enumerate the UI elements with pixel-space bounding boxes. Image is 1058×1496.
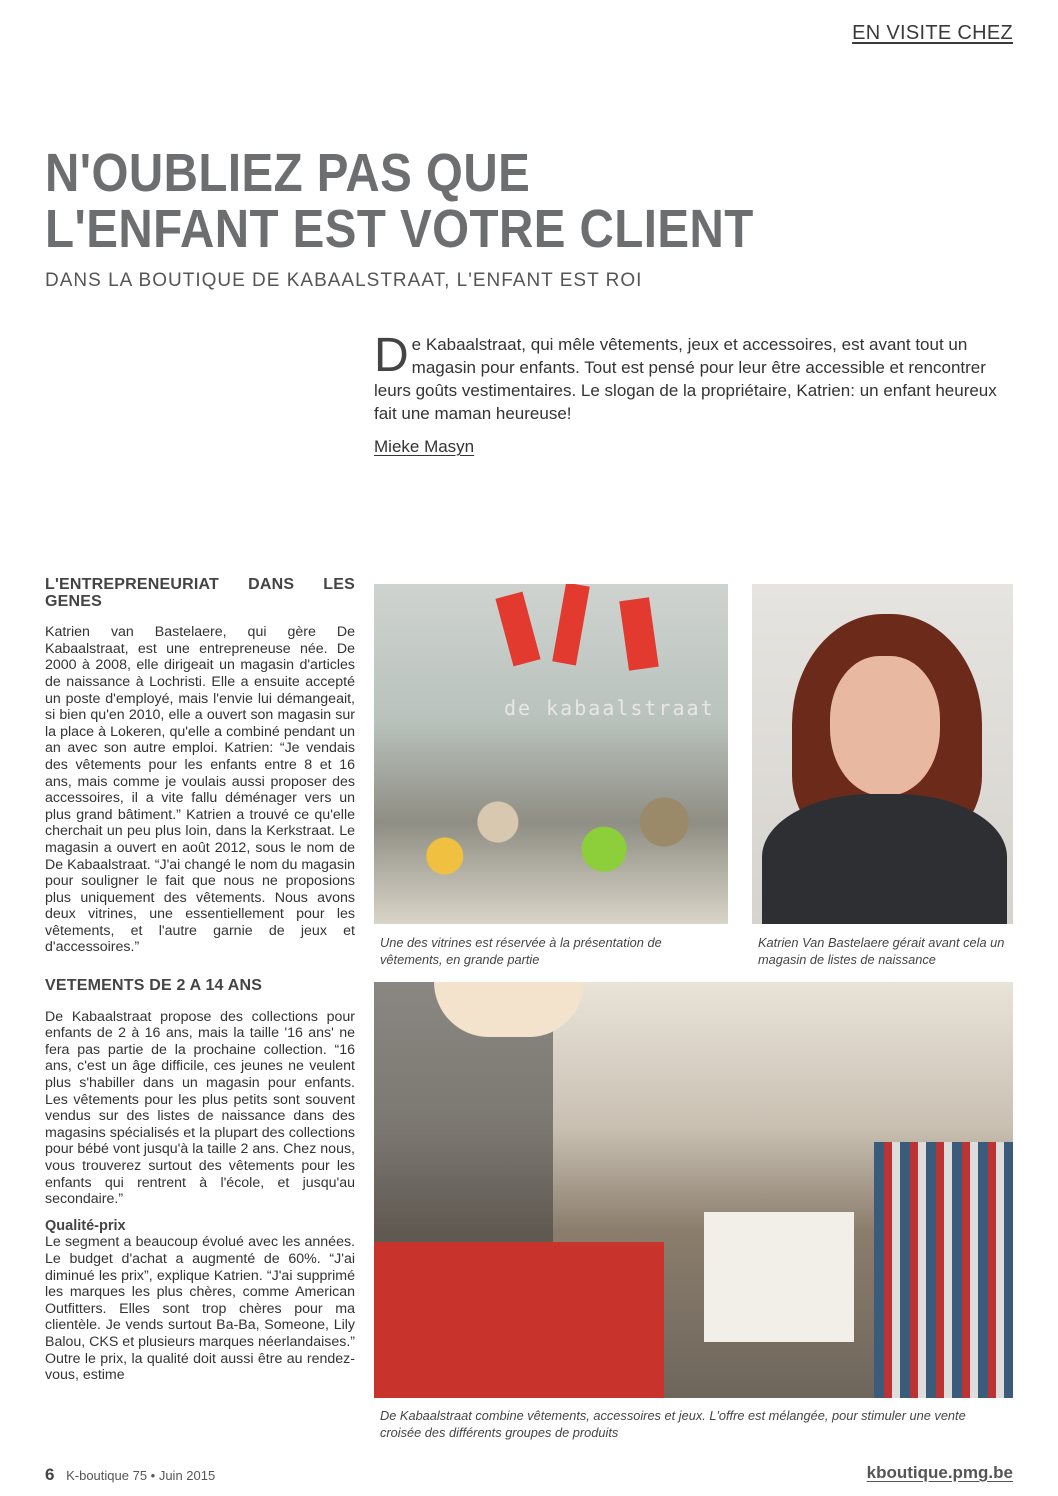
subheading-quality-price: Qualité-prix: [45, 1217, 126, 1234]
display-table: [374, 1242, 664, 1398]
red-figure-decoration: [619, 597, 658, 670]
section-heading-2: VETEMENTS DE 2 A 14 ANS: [45, 977, 263, 995]
ceiling-lamp: [434, 982, 584, 1037]
red-figure-decoration: [552, 584, 590, 665]
footer-website-link[interactable]: kboutique.pmg.be: [866, 1463, 1013, 1482]
intro-text: e Kabaalstraat, qui mêle vêtements, jeux et accessoires, est avant tout un magasin pour enfants. Tout est pensé pour leur être accessible et rencontrer leurs goûts vestimentaires. Le slogan de la propriétaire, Katrien: un enfant heureux fait une maman heureuse!: [374, 335, 997, 423]
issue-label: K-boutique 75 • Juin 2015: [66, 1468, 216, 1483]
portrait-face: [830, 656, 940, 796]
article-body: [45, 577, 355, 1384]
title-line-1: N'OUBLIEZ PAS QUE: [45, 143, 531, 203]
portrait-clothing: [762, 794, 1007, 924]
caption-portrait: Katrien Van Bastelaere gérait avant cela un magasin de listes de naissance: [758, 935, 1005, 967]
body-paragraph-2: De Kabaalstraat propose des collections pour enfants de 2 à 16 ans, mais la taille '16 ans' ne fera pas partie de la prochaine collection. “16 ans, c'est un âge difficile, ces jeunes ne veulent plus s'habiller dans un magasin pour enfants. Les vêtements pour les plus petits sont souvent vendus sur des listes de naissance dans des magasins spécialisés et la plupart des collections pour bébé vont jusqu'à la taille 2 ans. Chez nous, vous trouverez surtout des vêtements pour les enfants qui rentrent à l'école, et jusqu'au secondaire.”: [45, 1008, 355, 1208]
author-byline: Mieke Masyn: [374, 437, 475, 456]
caption-window: Une des vitrines est réservée à la présentation de vêtements, en grande partie: [380, 935, 662, 967]
caption-shop: De Kabaalstraat combine vêtements, accessoires et jeux. L'offre est mélangée, pour stimuler une vente croisée des différents groupes de produits: [380, 1408, 966, 1440]
shop-window-photo: [374, 584, 728, 924]
subtitle: DANS LA BOUTIQUE DE KABAALSTRAAT, L'ENFANT EST ROI: [45, 270, 643, 291]
drop-cap: D: [374, 329, 409, 382]
body-paragraph-3: Le segment a beaucoup évolué avec les années. Le budget d'achat a augmenté de 60%. “J'ai diminué les prix”, explique Katrien. “J'ai supprimé les marques les plus chères, comme American Outfitters. Elles sont trop chères pour ma clientèle. Je vends surtout Ba-Ba, Someone, Lily Balou, CKS et plusieurs marques néerlandaises.” Outre le prix, la qualité doit aussi être au rendez-vous, estime: [45, 1234, 355, 1384]
clothing-rack: [874, 1142, 1013, 1398]
intro-paragraph: [374, 329, 1004, 425]
window-sign: de kabaalstraat: [504, 696, 715, 720]
shop-interior-photo: [374, 982, 1013, 1398]
portrait-photo: [752, 584, 1013, 924]
body-paragraph-1: Katrien van Bastelaere, qui gère De Kabaalstraat, est une entrepreneuse née. De 2000 à 2008, elle dirigeait un magasin d'articles de naissance à Lochristi. Elle a ensuite accepté un poste d'employé, mais l'envie lui démangeait, si bien qu'en 2010, elle a ouvert son magasin sur la place à Lokeren, qu'elle a combiné pendant un an avec son autre emploi. Katrien: “Je vendais des vêtements pour les enfants entre 8 et 16 ans, mais comme je voulais aussi proposer des accessoires, il a vite fallu déménager vers un plus grand bâtiment.” Katrien a trouvé ce qu'elle cherchait un peu plus loin, dans la Kerkstraat. Le magasin a ouvert en août 2012, sous le nom de De Kabaalstraat. “J'ai changé le nom du magasin pour souligner le fait que nous ne proposions plus uniquement des vêtements. Nous avons deux vitrines, une essentiellement pour les vêtements, et l'autre garnie de jeux et d'accessoires.”: [45, 624, 355, 956]
section-tag: EN VISITE CHEZ: [852, 22, 1013, 44]
red-figure-decoration: [495, 592, 540, 667]
page-title: [45, 145, 837, 257]
footer-issue-info: [45, 1465, 215, 1485]
title-line-2: L'ENFANT EST VOTRE CLIENT: [45, 199, 754, 259]
shop-counter: [704, 1212, 854, 1342]
page-number: 6: [45, 1465, 55, 1484]
section-heading-1: L'ENTREPRENEURIAT DANS LES GENES: [45, 576, 355, 610]
